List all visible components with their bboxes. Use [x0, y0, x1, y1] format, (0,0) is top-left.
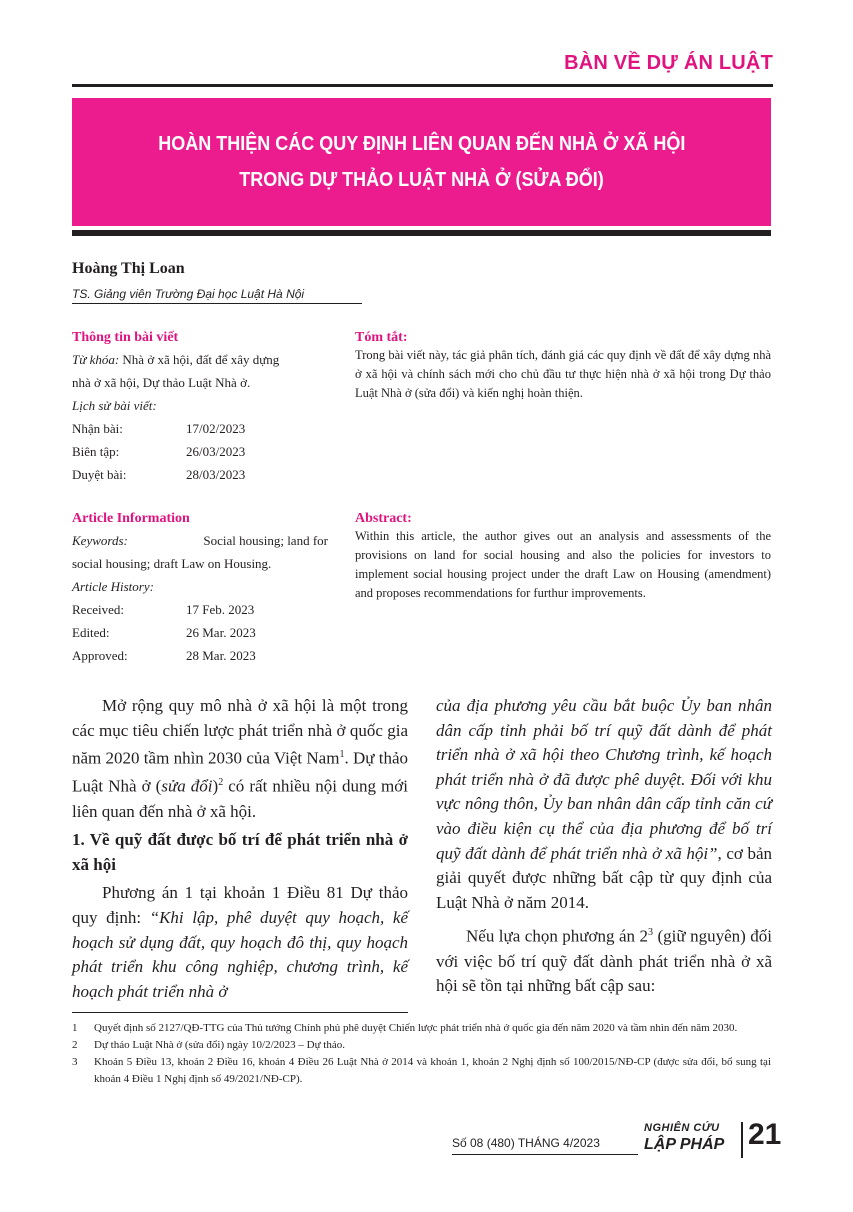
footnotes — [72, 1020, 771, 1088]
received-en-row: Received: 17 Feb. 2023 — [72, 602, 255, 617]
section-header: BÀN VỀ DỰ ÁN LUẬT — [564, 52, 773, 74]
history-vi-label: Lịch sử bài viết: — [72, 398, 157, 413]
body-paragraph-2: Phương án 1 tại khoản 1 Điều 81 Dự thảo quy định: “Khi lập, phê duyệt quy hoạch, kế hoạch sử dụng đất, quy hoạch đô thị, quy hoạch phát triển khu công nghiệp, chương trình, kế hoạch phát triển nhà ở — [72, 883, 408, 1001]
article-info-vi-heading: Thông tin bài viết — [72, 330, 179, 345]
article-info-vi-body — [72, 348, 328, 486]
title-box — [72, 98, 771, 226]
article-info-en-heading: Article Information — [72, 511, 190, 526]
body-column-left — [72, 694, 408, 1004]
summary-vi-text: Trong bài viết này, tác giả phân tích, đánh giá các quy định về đất để xây dựng nhà ở xã hội và chính sách mới cho chủ đầu tư thực hiện nhà ở xã hội trong Dự thảo Luật Nhà ở (sửa đổi) và kiến nghị hoàn thiện. — [355, 348, 771, 400]
section-heading-1: 1. Về quỹ đất được bố trí để phát triển nhà ở xã hội — [72, 830, 408, 874]
footnote-ref-1: 1 — [339, 749, 345, 761]
author-affiliation: TS. Giảng viên Trường Đại học Luật Hà Nội — [72, 287, 305, 301]
title-rule — [72, 230, 771, 236]
title-line-1: HOÀN THIỆN CÁC QUY ĐỊNH LIÊN QUAN ĐẾN NHÀ Ở XÃ HỘI — [157, 133, 686, 155]
keywords-vi-label: Từ khóa: — [72, 352, 120, 367]
summary-vi-heading: Tóm tắt: — [355, 330, 408, 345]
author-name: Hoàng Thị Loan — [72, 260, 185, 277]
edited-en-row: Edited: 26 Mar. 2023 — [72, 625, 256, 640]
header-rule — [72, 84, 773, 87]
approved-en-row: Approved: 28 Mar. 2023 — [72, 648, 256, 663]
journal-brand-bottom: LẬP PHÁP — [644, 1136, 725, 1153]
received-vi-row: Nhận bài: 17/02/2023 — [72, 421, 246, 436]
footnote-2: 2 Dự thảo Luật Nhà ở (sửa đổi) ngày 10/2/2023 – Dự thảo. — [72, 1039, 345, 1051]
footnote-rule — [72, 1012, 408, 1013]
keywords-vi-line2: nhà ở xã hội, Dự thảo Luật Nhà ở. — [72, 375, 251, 390]
keywords-vi-line1: Từ khóa: Nhà ở xã hội, đất để xây dựng — [72, 352, 280, 367]
footnote-ref-3: 3 — [648, 927, 654, 939]
footnote-1: 1 Quyết định số 2127/QĐ-TTG của Thủ tướng Chính phủ phê duyệt Chiến lược phát triển nhà ở quốc gia đến năm 2020 và tầm nhìn đến năm 2030. — [72, 1022, 738, 1034]
approved-vi-row: Duyệt bài: 28/03/2023 — [72, 467, 246, 482]
keywords-en-label: Keywords: — [72, 533, 128, 548]
history-en-label: Article History: — [72, 579, 154, 594]
keywords-en-line2: social housing; draft Law on Housing. — [72, 556, 272, 571]
edited-vi-row: Biên tập: 26/03/2023 — [72, 444, 246, 459]
footer-rule — [452, 1154, 638, 1155]
affiliation-rule — [72, 303, 362, 304]
page-number: 21 — [748, 1118, 782, 1151]
article-info-vi — [72, 330, 328, 486]
journal-brand-top: NGHIÊN CỨU — [644, 1122, 720, 1134]
summary-en — [355, 511, 771, 603]
body-column-right — [436, 694, 772, 999]
body-paragraph-1: Mở rộng quy mô nhà ở xã hội là một trong các mục tiêu chiến lược phát triển nhà ở quốc gia năm 2020 tầm nhìn 2030 của Việt Nam$^1$. Dự thảo Luật Nhà ở (sửa đổi)$^2$ có rất nhiều nội dung mới liên quan đến nhà ở xã hội. — [72, 696, 409, 821]
article-info-en — [72, 511, 328, 667]
body-paragraph-3: của địa phương yêu cầu bắt buộc Ủy ban nhân dân cấp tỉnh phải bố trí quỹ đất dành để phát triển nhà ở xã hội theo Chương trình, kế hoạch phát triển nhà ở đã được phê duyệt. Đối với khu vực nông thôn, Ủy ban nhân dân cấp tỉnh căn cứ vào điều kiện cụ thể của địa phương để bố trí quỹ đất dành để phát triển nhà ở xã hội”, cơ bản giải quyết được những bất cập từ quy định của Luật Nhà ở năm 2014. — [436, 696, 772, 912]
summary-en-heading: Abstract: — [355, 511, 412, 526]
footnote-ref-2: 2 — [218, 777, 224, 789]
article-info-en-body — [72, 529, 328, 667]
footnote-3: 3 Khoản 5 Điều 13, khoản 2 Điều 16, khoản 4 Điều 26 Luật Nhà ở 2014 và khoản 1, khoản 2 Nghị định số 100/2015/NĐ-CP (được sửa đổi, bổ sung tại khoản 4 Điều 1 Nghị định số 49/2021/NĐ-CP). — [72, 1056, 771, 1085]
issue-info: Số 08 (480) THÁNG 4/2023 — [452, 1136, 600, 1150]
keywords-en-line1: Keywords: Social housing; land for — [72, 529, 328, 552]
footer-divider — [741, 1122, 743, 1158]
summary-en-text: Within this article, the author gives out an analysis and assessments of the provisions on land for social housing and also the policies for investors to implement social housing project under the draft Law on Housing (amendment) and proposes recommendations for furthur improvements. — [355, 529, 771, 600]
title-line-2: TRONG DỰ THẢO LUẬT NHÀ Ở (SỬA ĐỔI) — [239, 169, 604, 191]
summary-vi — [355, 330, 771, 403]
body-paragraph-4: Nếu lựa chọn phương án $2^3$ (giữ nguyên) đối với việc bố trí quỹ đất dành phát triển nhà ở xã hội sẽ tồn tại những bất cập sau: — [436, 927, 772, 996]
